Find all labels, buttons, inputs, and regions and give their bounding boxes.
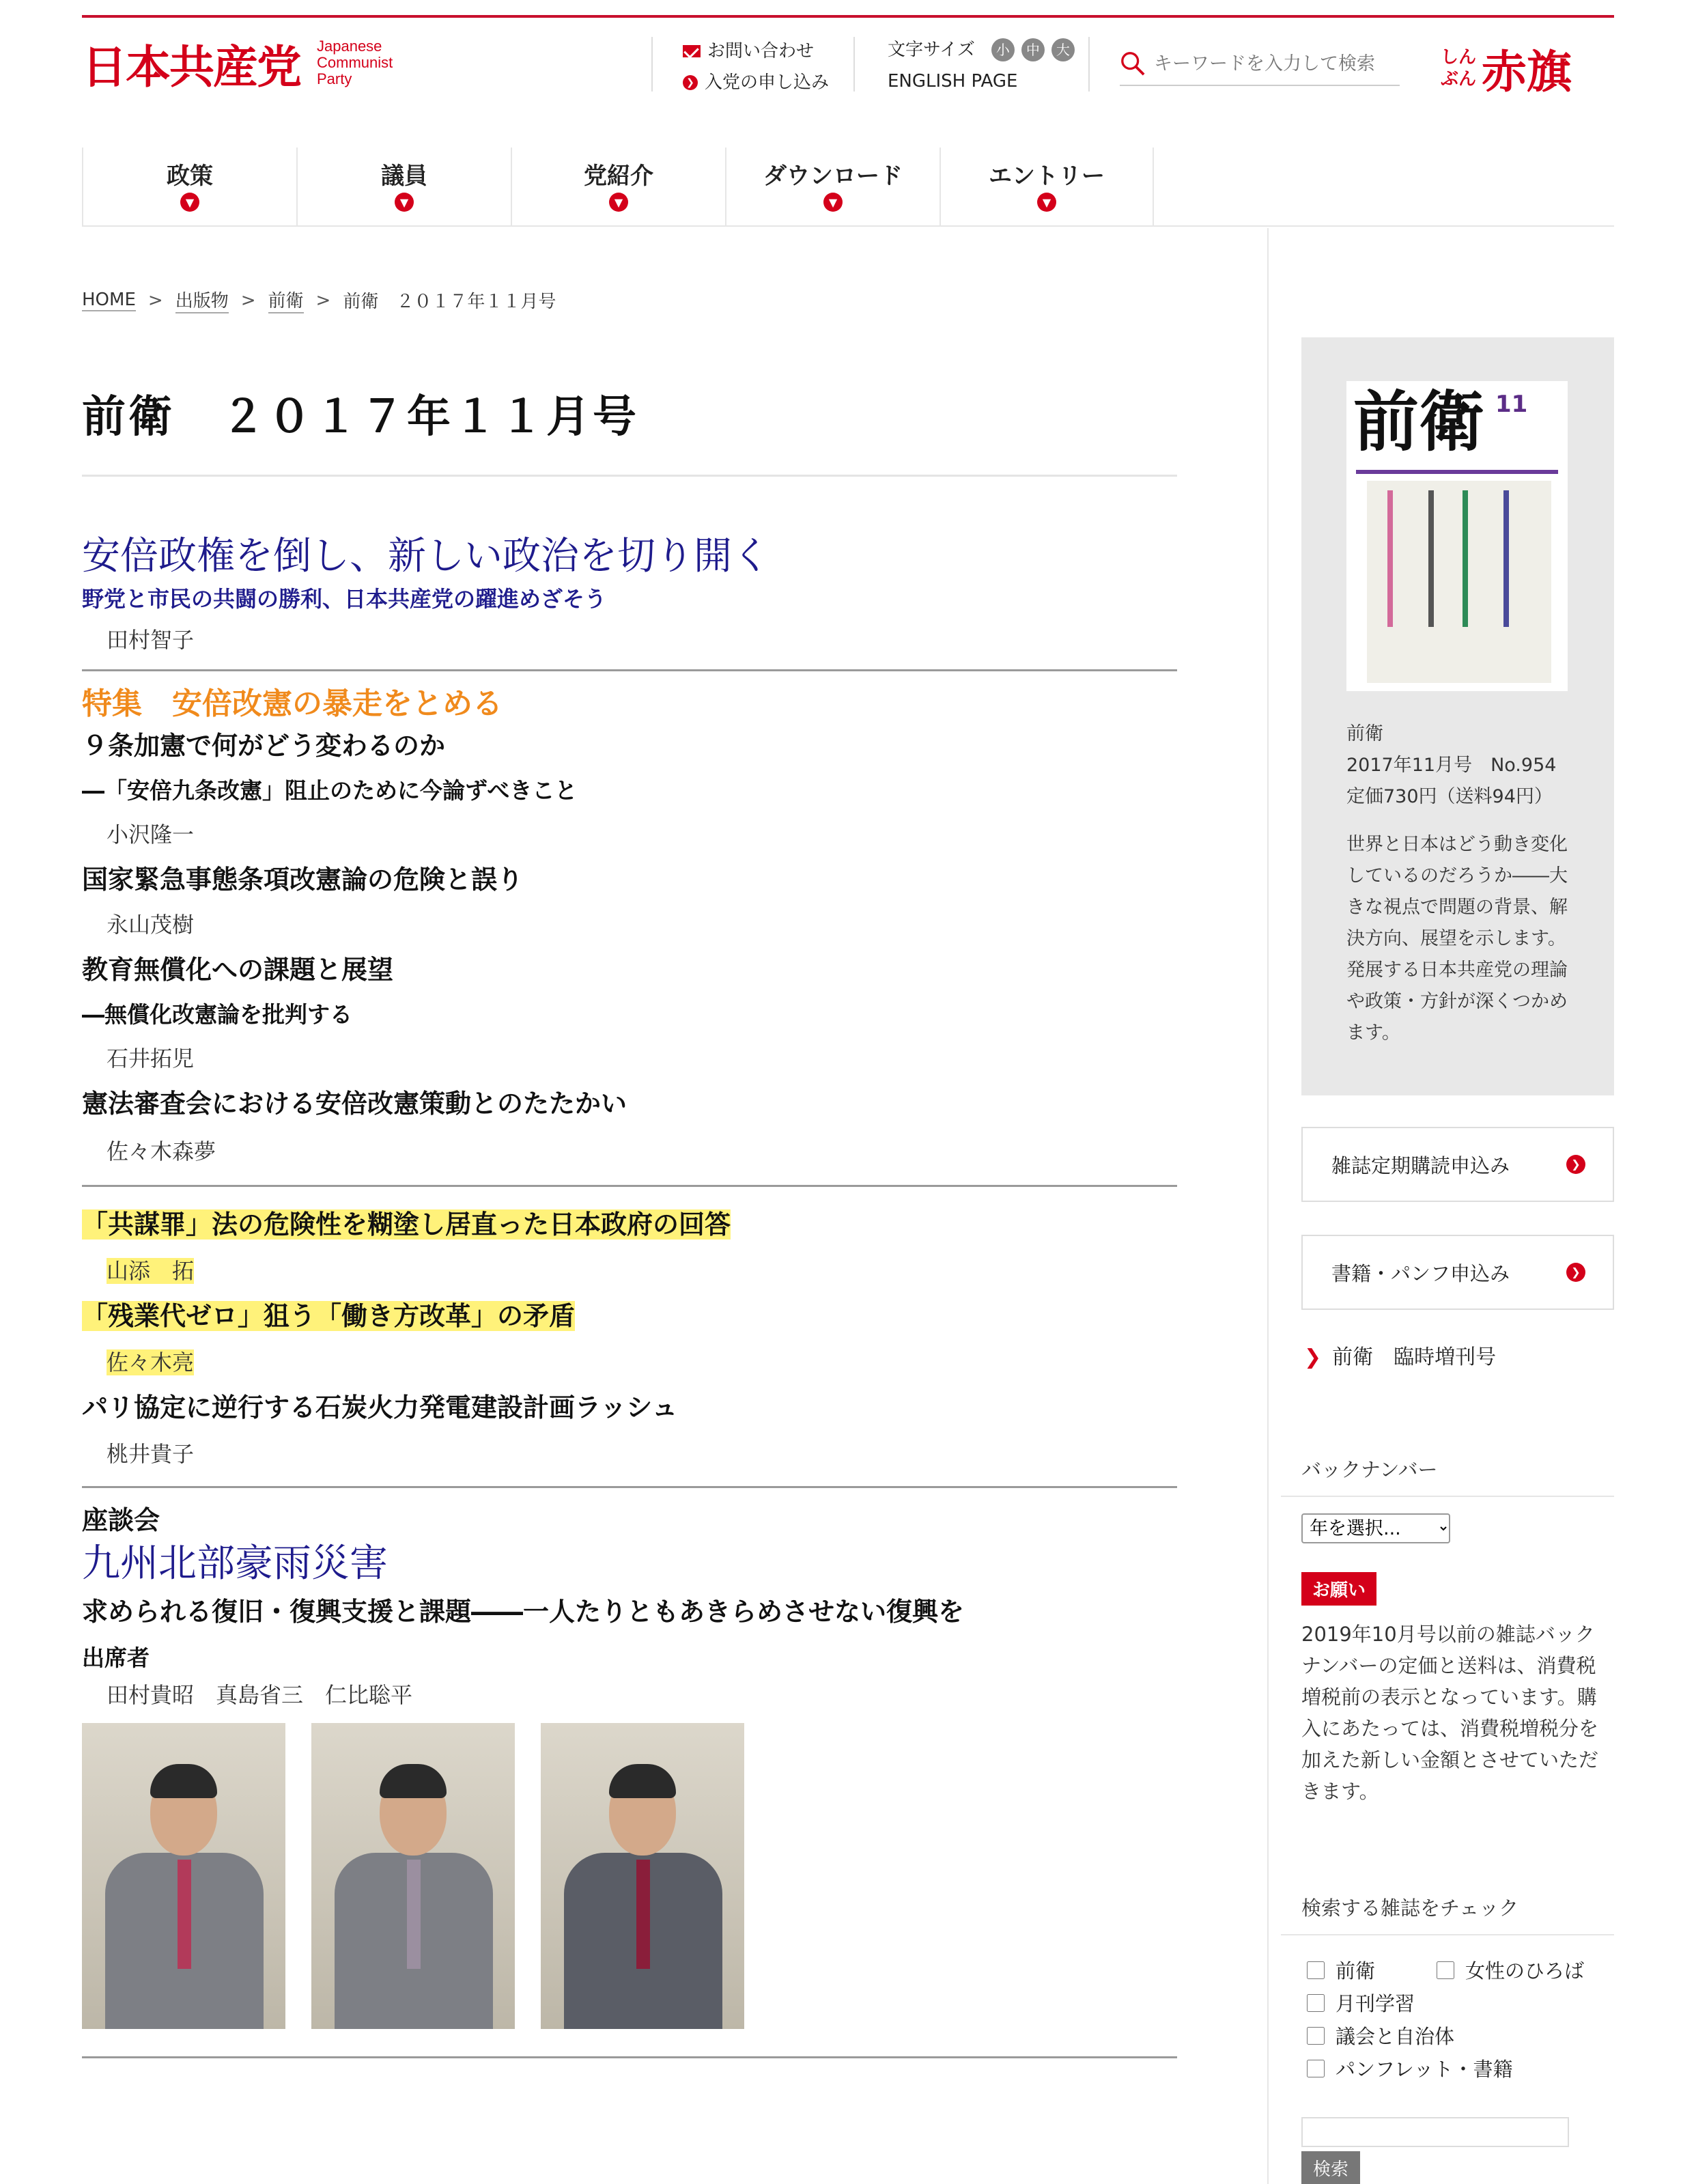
nav-item-members[interactable]: 議員 ▼ — [296, 148, 511, 227]
divider — [82, 2056, 1177, 2058]
mail-icon — [683, 45, 701, 57]
checkbox[interactable] — [1307, 2060, 1325, 2077]
breadcrumb-current: 前衛 ２０１７年１１月号 — [343, 292, 556, 312]
lead-article[interactable] — [82, 533, 1177, 658]
page-title: 前衛 ２０１７年１１月号 — [82, 391, 639, 443]
chevron-down-icon: ▼ — [823, 193, 843, 212]
article-author: 山添 拓 — [107, 1258, 195, 1284]
article[interactable] — [82, 1296, 1177, 1381]
year-select[interactable] — [1301, 1513, 1450, 1543]
font-size-label: 文字サイズ — [888, 40, 975, 60]
arrow-right-icon: ❯ — [1566, 1155, 1585, 1174]
akahata-banner[interactable] — [1441, 36, 1572, 100]
check-josei[interactable]: 女性のひろば — [1437, 1956, 1584, 1984]
article-author: 桃井貴子 — [107, 1441, 195, 1467]
article-title: 九州北部豪雨災害 — [82, 1541, 388, 1586]
search-icon[interactable] — [1120, 51, 1146, 76]
magazine-info-card — [1301, 337, 1614, 1095]
magazine-description: 世界と日本はどう動き変化しているのだろうか――大きな視点で問題の背景、解決方向、展望を示します。発展する日本共産党の理論や政策・方針が深くつかめます。 — [1346, 834, 1568, 1044]
magazine-check-heading: 検索する雑誌をチェック — [1301, 1896, 1519, 1920]
article-title: 「共謀罪」法の危険性を糊塗し居直った日本政府の回答 — [82, 1209, 731, 1240]
nav-item-policy[interactable]: 政策 ▼ — [82, 148, 296, 227]
akahata-small-label: しんぶん — [1441, 46, 1477, 89]
feature-heading: 特集 安倍改憲の暴走をとめる — [82, 686, 503, 721]
header-divider — [651, 37, 653, 92]
roundtable-article[interactable] — [82, 1500, 1177, 1713]
logo-japanese: 日本共産党 — [82, 40, 300, 94]
nav-item-entry[interactable]: エントリー ▼ — [940, 148, 1154, 227]
divider — [82, 1486, 1177, 1488]
magazine-issue: 2017年11月号 No.954 — [1346, 755, 1557, 776]
check-pamphlet[interactable]: パンフレット・書籍 — [1307, 2054, 1513, 2082]
nav-item-download[interactable]: ダウンロード ▼ — [725, 148, 940, 227]
magazine-name: 前衛 — [1346, 723, 1383, 744]
article-title: ９条加憲で何がどう変わるのか — [82, 731, 446, 761]
divider — [1281, 1496, 1614, 1497]
article-subtitle: 求められる復旧・復興支援と課題――一人たりともあきらめさせない復興を — [82, 1597, 965, 1627]
check-gikai[interactable]: 議会と自治体 — [1307, 2021, 1454, 2049]
special-issue-link[interactable]: ❯ 前衛 臨時増刊号 — [1304, 1345, 1497, 1369]
chevron-down-icon: ▼ — [1037, 193, 1056, 212]
notice-text: 2019年10月号以前の雑誌バックナンバーの定価と送料は、消費税増税前の表示となっています。購入にあたっては、消費税増税分を加えた新しい金額とさせていただきます。 — [1301, 1623, 1599, 1803]
main-content — [82, 287, 1177, 2058]
global-nav — [82, 148, 1614, 227]
article-author: 佐々木亮 — [107, 1349, 195, 1375]
article-title: 「残業代ゼロ」狙う「働き方改革」の矛盾 — [82, 1301, 576, 1331]
article-title: 国家緊急事態条項改憲論の危険と誤り — [82, 865, 524, 895]
site-logo[interactable] — [82, 36, 393, 94]
sidebar-divider — [1267, 228, 1269, 2184]
checkbox[interactable] — [1307, 1994, 1325, 2012]
divider — [82, 669, 1177, 671]
checkbox[interactable] — [1307, 2027, 1325, 2045]
breadcrumb-publications[interactable]: 出版物 — [175, 287, 229, 313]
divider — [82, 475, 1177, 477]
roundtable-label: 座談会 — [82, 1505, 160, 1535]
attendee-photo — [311, 1723, 515, 2029]
article-author: 永山茂樹 — [107, 912, 195, 938]
breadcrumb-home[interactable]: HOME — [82, 289, 136, 310]
contact-link[interactable]: お問い合わせ — [683, 36, 829, 67]
feature-article[interactable] — [82, 726, 1177, 853]
article-author: 石井拓児 — [107, 1046, 195, 1072]
arrow-right-icon: ❯ — [683, 75, 698, 90]
search-input[interactable] — [1154, 53, 1400, 74]
breadcrumb: HOME > 出版物 > 前衛 > 前衛 ２０１７年１１月号 — [82, 287, 1177, 313]
logo-english: Japanese Communist Party — [317, 38, 393, 87]
article-subtitle: 野党と市民の共闘の勝利、日本共産党の躍進めざそう — [82, 586, 607, 612]
attendee-photos — [82, 1723, 1177, 2029]
magazine-price: 定価730円（送料94円） — [1346, 786, 1553, 807]
chevron-down-icon: ▼ — [180, 193, 199, 212]
article-author: 小沢隆一 — [107, 822, 195, 848]
magazine-cover-image — [1346, 381, 1568, 691]
akahata-title: 赤旗 — [1482, 45, 1572, 98]
books-order-button[interactable]: 書籍・パンフ申込み ❯ — [1301, 1235, 1614, 1310]
english-page-link[interactable]: ENGLISH PAGE — [888, 71, 1018, 92]
checkbox[interactable] — [1437, 1961, 1454, 1979]
site-search — [1120, 42, 1400, 86]
article-subtitle: ―無償化改憲論を批判する — [82, 1001, 352, 1028]
join-link[interactable]: ❯ 入党の申し込み — [683, 67, 829, 98]
attendees-names: 田村貴昭 真島省三 仁比聡平 — [107, 1682, 413, 1708]
divider — [1281, 1934, 1614, 1935]
arrow-right-icon: ❯ — [1566, 1263, 1585, 1282]
font-size-medium-button[interactable]: 中 — [1021, 38, 1045, 61]
feature-article[interactable] — [82, 1084, 1177, 1170]
font-size-small-button[interactable]: 小 — [991, 38, 1015, 61]
notice-badge: お願い — [1301, 1572, 1376, 1606]
magazine-search-button[interactable]: 検索 — [1301, 2151, 1360, 2184]
nav-item-about[interactable]: 党紹介 ▼ — [511, 148, 725, 227]
checkbox[interactable] — [1307, 1961, 1325, 1979]
feature-article[interactable] — [82, 950, 1177, 1077]
header-top-rule — [82, 15, 1614, 18]
article-author: 田村智子 — [107, 627, 195, 653]
article-title: 安倍政権を倒し、新しい政治を切り開く — [82, 534, 770, 578]
attendees-label: 出席者 — [82, 1644, 150, 1671]
magazine-search-input[interactable] — [1301, 2117, 1569, 2147]
article-subtitle: ―「安倍九条改憲」阻止のために今論ずべきこと — [82, 777, 578, 804]
article-title: 憲法審査会における安倍改憲策動とのたたかい — [82, 1089, 627, 1119]
breadcrumb-zenei[interactable]: 前衛 — [268, 287, 304, 313]
article-title: パリ協定に逆行する石炭火力発電建設計画ラッシュ — [82, 1392, 678, 1423]
header-divider — [853, 37, 855, 92]
article[interactable] — [82, 1205, 1177, 1289]
attendee-photo — [541, 1723, 744, 2029]
cover-number: 11 — [1495, 391, 1528, 418]
check-gakushu[interactable]: 月刊学習 — [1307, 1989, 1415, 2017]
article-author: 佐々木森夢 — [107, 1138, 216, 1164]
attendee-photo — [82, 1723, 285, 2029]
feature-article[interactable] — [82, 860, 1177, 943]
cover-title: 前衛 — [1353, 383, 1484, 460]
chevron-down-icon: ▼ — [609, 193, 628, 212]
divider — [82, 1185, 1177, 1187]
backnumber-heading: バックナンバー — [1301, 1458, 1438, 1481]
font-size-large-button[interactable]: 大 — [1051, 38, 1075, 61]
header-divider — [1088, 37, 1090, 92]
font-size-controls — [888, 34, 1075, 97]
subscribe-button[interactable]: 雑誌定期購読申込み ❯ — [1301, 1127, 1614, 1202]
chevron-right-icon: ❯ — [1304, 1345, 1322, 1369]
contact-links — [683, 36, 829, 98]
check-zenei[interactable]: 前衛 — [1307, 1956, 1375, 1984]
article[interactable] — [82, 1388, 1177, 1472]
article-title: 教育無償化への課題と展望 — [82, 955, 394, 985]
chevron-down-icon: ▼ — [395, 193, 414, 212]
